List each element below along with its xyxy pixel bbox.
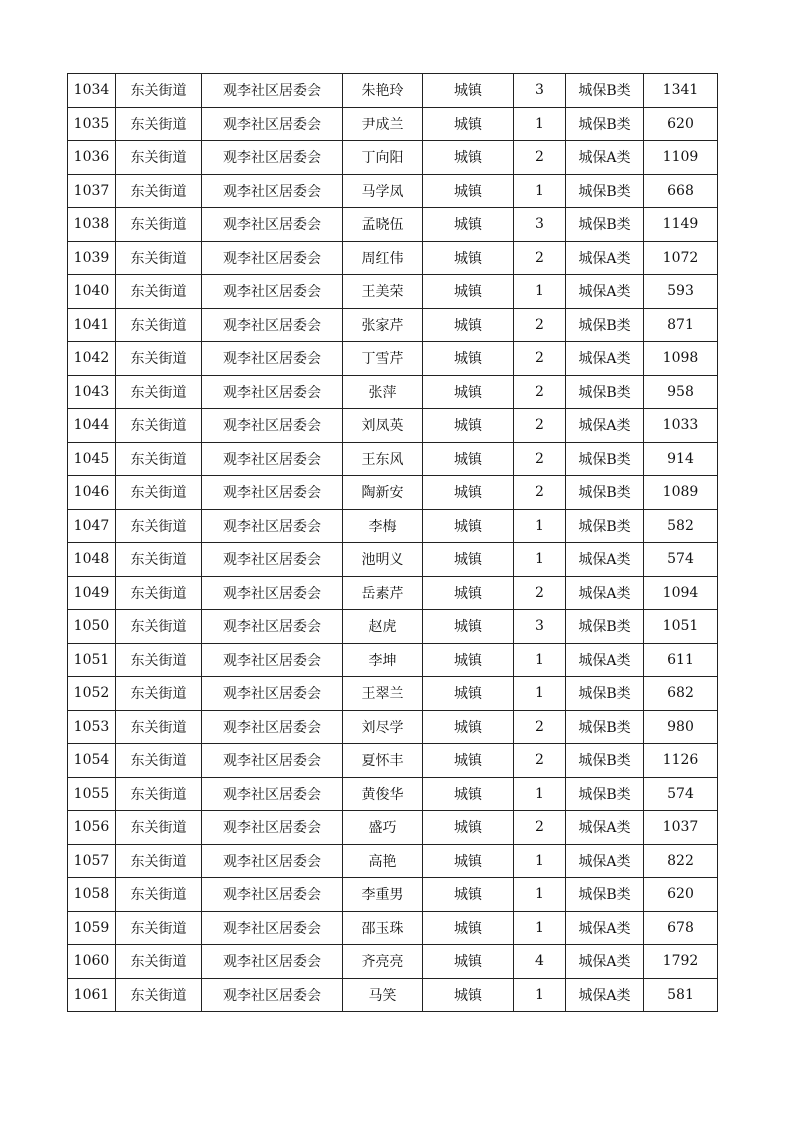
cell-name: 池明义	[343, 543, 423, 577]
cell-street: 东关街道	[116, 978, 202, 1012]
cell-area: 城镇	[423, 74, 514, 108]
cell-count: 1	[514, 174, 566, 208]
cell-count: 1	[514, 878, 566, 912]
cell-community: 观李社区居委会	[202, 442, 343, 476]
cell-count: 1	[514, 911, 566, 945]
cell-id: 1057	[68, 844, 116, 878]
cell-community: 观李社区居委会	[202, 543, 343, 577]
cell-id: 1061	[68, 978, 116, 1012]
cell-street: 东关街道	[116, 811, 202, 845]
cell-street: 东关街道	[116, 476, 202, 510]
table-row	[68, 710, 718, 744]
cell-amount: 1109	[644, 141, 718, 175]
cell-id: 1058	[68, 878, 116, 912]
table-row	[68, 744, 718, 778]
cell-amount: 1149	[644, 208, 718, 242]
cell-category: 城保A类	[566, 543, 644, 577]
cell-community: 观李社区居委会	[202, 141, 343, 175]
table-row	[68, 107, 718, 141]
cell-count: 1	[514, 509, 566, 543]
cell-amount: 980	[644, 710, 718, 744]
cell-street: 东关街道	[116, 107, 202, 141]
cell-street: 东关街道	[116, 744, 202, 778]
cell-amount: 1126	[644, 744, 718, 778]
cell-area: 城镇	[423, 878, 514, 912]
cell-community: 观李社区居委会	[202, 342, 343, 376]
cell-name: 马笑	[343, 978, 423, 1012]
cell-street: 东关街道	[116, 174, 202, 208]
cell-area: 城镇	[423, 911, 514, 945]
cell-id: 1052	[68, 677, 116, 711]
cell-name: 盛巧	[343, 811, 423, 845]
table-row	[68, 911, 718, 945]
cell-street: 东关街道	[116, 844, 202, 878]
cell-amount: 1094	[644, 576, 718, 610]
cell-id: 1060	[68, 945, 116, 979]
table-row	[68, 275, 718, 309]
cell-area: 城镇	[423, 677, 514, 711]
cell-category: 城保B类	[566, 208, 644, 242]
cell-count: 3	[514, 610, 566, 644]
cell-community: 观李社区居委会	[202, 241, 343, 275]
cell-name: 黄俊华	[343, 777, 423, 811]
table-row	[68, 476, 718, 510]
table-row	[68, 777, 718, 811]
table-row	[68, 375, 718, 409]
cell-area: 城镇	[423, 409, 514, 443]
cell-street: 东关街道	[116, 509, 202, 543]
cell-area: 城镇	[423, 208, 514, 242]
cell-id: 1034	[68, 74, 116, 108]
table-row	[68, 978, 718, 1012]
cell-category: 城保A类	[566, 241, 644, 275]
cell-amount: 1089	[644, 476, 718, 510]
cell-street: 东关街道	[116, 375, 202, 409]
cell-community: 观李社区居委会	[202, 275, 343, 309]
cell-id: 1055	[68, 777, 116, 811]
cell-amount: 871	[644, 308, 718, 342]
cell-area: 城镇	[423, 710, 514, 744]
cell-id: 1041	[68, 308, 116, 342]
table-row	[68, 643, 718, 677]
cell-area: 城镇	[423, 275, 514, 309]
cell-community: 观李社区居委会	[202, 677, 343, 711]
cell-category: 城保B类	[566, 174, 644, 208]
cell-name: 陶新安	[343, 476, 423, 510]
cell-amount: 958	[644, 375, 718, 409]
cell-name: 李坤	[343, 643, 423, 677]
cell-id: 1044	[68, 409, 116, 443]
cell-count: 2	[514, 442, 566, 476]
cell-count: 2	[514, 342, 566, 376]
cell-street: 东关街道	[116, 945, 202, 979]
cell-id: 1053	[68, 710, 116, 744]
table-row	[68, 74, 718, 108]
cell-community: 观李社区居委会	[202, 945, 343, 979]
cell-amount: 1072	[644, 241, 718, 275]
records-table-body	[68, 74, 718, 1012]
cell-amount: 822	[644, 844, 718, 878]
cell-id: 1056	[68, 811, 116, 845]
cell-street: 东关街道	[116, 911, 202, 945]
cell-name: 周红伟	[343, 241, 423, 275]
cell-community: 观李社区居委会	[202, 878, 343, 912]
cell-street: 东关街道	[116, 275, 202, 309]
cell-category: 城保A类	[566, 911, 644, 945]
cell-community: 观李社区居委会	[202, 576, 343, 610]
cell-count: 2	[514, 744, 566, 778]
cell-count: 2	[514, 409, 566, 443]
cell-amount: 1341	[644, 74, 718, 108]
cell-id: 1049	[68, 576, 116, 610]
cell-id: 1040	[68, 275, 116, 309]
cell-id: 1036	[68, 141, 116, 175]
cell-count: 2	[514, 811, 566, 845]
cell-area: 城镇	[423, 543, 514, 577]
cell-area: 城镇	[423, 509, 514, 543]
cell-area: 城镇	[423, 643, 514, 677]
cell-community: 观李社区居委会	[202, 308, 343, 342]
cell-category: 城保B类	[566, 710, 644, 744]
cell-amount: 620	[644, 107, 718, 141]
cell-category: 城保A类	[566, 141, 644, 175]
cell-community: 观李社区居委会	[202, 643, 343, 677]
cell-amount: 678	[644, 911, 718, 945]
table-row	[68, 610, 718, 644]
cell-amount: 1098	[644, 342, 718, 376]
cell-community: 观李社区居委会	[202, 409, 343, 443]
cell-id: 1035	[68, 107, 116, 141]
cell-amount: 1051	[644, 610, 718, 644]
cell-id: 1046	[68, 476, 116, 510]
cell-count: 1	[514, 777, 566, 811]
cell-name: 刘凤英	[343, 409, 423, 443]
cell-community: 观李社区居委会	[202, 911, 343, 945]
table-row	[68, 945, 718, 979]
cell-area: 城镇	[423, 241, 514, 275]
cell-name: 李梅	[343, 509, 423, 543]
cell-area: 城镇	[423, 744, 514, 778]
records-table	[67, 73, 718, 1012]
table-row	[68, 442, 718, 476]
cell-category: 城保B类	[566, 308, 644, 342]
cell-id: 1037	[68, 174, 116, 208]
table-row	[68, 576, 718, 610]
cell-street: 东关街道	[116, 442, 202, 476]
cell-category: 城保B类	[566, 476, 644, 510]
cell-amount: 574	[644, 543, 718, 577]
cell-count: 2	[514, 308, 566, 342]
cell-area: 城镇	[423, 442, 514, 476]
cell-category: 城保A类	[566, 275, 644, 309]
cell-street: 东关街道	[116, 208, 202, 242]
cell-category: 城保A类	[566, 945, 644, 979]
cell-name: 朱艳玲	[343, 74, 423, 108]
cell-name: 王美荣	[343, 275, 423, 309]
cell-name: 王东风	[343, 442, 423, 476]
cell-area: 城镇	[423, 978, 514, 1012]
cell-category: 城保A类	[566, 978, 644, 1012]
cell-street: 东关街道	[116, 308, 202, 342]
cell-street: 东关街道	[116, 643, 202, 677]
cell-street: 东关街道	[116, 878, 202, 912]
cell-category: 城保B类	[566, 442, 644, 476]
cell-street: 东关街道	[116, 777, 202, 811]
cell-category: 城保A类	[566, 811, 644, 845]
cell-street: 东关街道	[116, 677, 202, 711]
cell-community: 观李社区居委会	[202, 74, 343, 108]
cell-id: 1054	[68, 744, 116, 778]
cell-count: 1	[514, 275, 566, 309]
cell-id: 1047	[68, 509, 116, 543]
cell-community: 观李社区居委会	[202, 777, 343, 811]
cell-category: 城保B类	[566, 74, 644, 108]
cell-street: 东关街道	[116, 409, 202, 443]
cell-id: 1050	[68, 610, 116, 644]
cell-community: 观李社区居委会	[202, 208, 343, 242]
cell-name: 高艳	[343, 844, 423, 878]
cell-name: 王翠兰	[343, 677, 423, 711]
cell-name: 孟晓伍	[343, 208, 423, 242]
cell-count: 1	[514, 543, 566, 577]
cell-category: 城保A类	[566, 643, 644, 677]
cell-id: 1042	[68, 342, 116, 376]
table-row	[68, 811, 718, 845]
cell-area: 城镇	[423, 811, 514, 845]
cell-community: 观李社区居委会	[202, 978, 343, 1012]
cell-street: 东关街道	[116, 342, 202, 376]
cell-name: 齐亮亮	[343, 945, 423, 979]
cell-area: 城镇	[423, 342, 514, 376]
table-row	[68, 308, 718, 342]
cell-id: 1043	[68, 375, 116, 409]
cell-name: 张萍	[343, 375, 423, 409]
cell-name: 尹成兰	[343, 107, 423, 141]
table-row	[68, 174, 718, 208]
cell-area: 城镇	[423, 107, 514, 141]
cell-count: 2	[514, 476, 566, 510]
cell-street: 东关街道	[116, 141, 202, 175]
table-row	[68, 677, 718, 711]
cell-category: 城保B类	[566, 878, 644, 912]
cell-id: 1038	[68, 208, 116, 242]
cell-category: 城保B类	[566, 509, 644, 543]
cell-community: 观李社区居委会	[202, 476, 343, 510]
cell-community: 观李社区居委会	[202, 107, 343, 141]
table-row	[68, 409, 718, 443]
table-row	[68, 509, 718, 543]
table-row	[68, 141, 718, 175]
cell-category: 城保B类	[566, 777, 644, 811]
cell-name: 张家芹	[343, 308, 423, 342]
cell-name: 马学凤	[343, 174, 423, 208]
cell-amount: 582	[644, 509, 718, 543]
cell-area: 城镇	[423, 844, 514, 878]
cell-name: 丁雪芹	[343, 342, 423, 376]
cell-community: 观李社区居委会	[202, 710, 343, 744]
cell-amount: 682	[644, 677, 718, 711]
cell-community: 观李社区居委会	[202, 844, 343, 878]
cell-name: 刘尽学	[343, 710, 423, 744]
cell-id: 1048	[68, 543, 116, 577]
cell-amount: 668	[644, 174, 718, 208]
cell-community: 观李社区居委会	[202, 811, 343, 845]
cell-count: 2	[514, 576, 566, 610]
cell-street: 东关街道	[116, 610, 202, 644]
cell-category: 城保B类	[566, 107, 644, 141]
table-row	[68, 543, 718, 577]
cell-community: 观李社区居委会	[202, 744, 343, 778]
cell-count: 2	[514, 241, 566, 275]
cell-name: 岳素芹	[343, 576, 423, 610]
cell-count: 3	[514, 208, 566, 242]
cell-count: 2	[514, 375, 566, 409]
cell-area: 城镇	[423, 610, 514, 644]
cell-name: 丁向阳	[343, 141, 423, 175]
cell-count: 3	[514, 74, 566, 108]
table-row	[68, 844, 718, 878]
cell-street: 东关街道	[116, 74, 202, 108]
cell-count: 1	[514, 107, 566, 141]
cell-id: 1039	[68, 241, 116, 275]
cell-category: 城保B类	[566, 744, 644, 778]
cell-name: 夏怀丰	[343, 744, 423, 778]
cell-name: 邵玉珠	[343, 911, 423, 945]
cell-area: 城镇	[423, 141, 514, 175]
cell-amount: 574	[644, 777, 718, 811]
cell-area: 城镇	[423, 308, 514, 342]
cell-community: 观李社区居委会	[202, 509, 343, 543]
cell-count: 2	[514, 710, 566, 744]
cell-street: 东关街道	[116, 543, 202, 577]
cell-amount: 581	[644, 978, 718, 1012]
cell-id: 1051	[68, 643, 116, 677]
cell-id: 1045	[68, 442, 116, 476]
cell-area: 城镇	[423, 777, 514, 811]
cell-amount: 620	[644, 878, 718, 912]
cell-id: 1059	[68, 911, 116, 945]
cell-category: 城保A类	[566, 576, 644, 610]
cell-community: 观李社区居委会	[202, 610, 343, 644]
table-row	[68, 342, 718, 376]
cell-category: 城保B类	[566, 677, 644, 711]
cell-area: 城镇	[423, 576, 514, 610]
cell-amount: 1033	[644, 409, 718, 443]
cell-count: 1	[514, 643, 566, 677]
cell-amount: 1792	[644, 945, 718, 979]
cell-area: 城镇	[423, 174, 514, 208]
cell-category: 城保A类	[566, 342, 644, 376]
cell-amount: 593	[644, 275, 718, 309]
cell-name: 赵虎	[343, 610, 423, 644]
table-row	[68, 878, 718, 912]
cell-street: 东关街道	[116, 576, 202, 610]
cell-category: 城保B类	[566, 375, 644, 409]
cell-category: 城保A类	[566, 844, 644, 878]
cell-category: 城保B类	[566, 610, 644, 644]
cell-count: 1	[514, 978, 566, 1012]
cell-count: 2	[514, 141, 566, 175]
cell-area: 城镇	[423, 476, 514, 510]
table-row	[68, 241, 718, 275]
cell-community: 观李社区居委会	[202, 174, 343, 208]
cell-category: 城保A类	[566, 409, 644, 443]
cell-amount: 914	[644, 442, 718, 476]
cell-count: 1	[514, 677, 566, 711]
cell-name: 李重男	[343, 878, 423, 912]
cell-street: 东关街道	[116, 710, 202, 744]
cell-count: 4	[514, 945, 566, 979]
cell-community: 观李社区居委会	[202, 375, 343, 409]
cell-count: 1	[514, 844, 566, 878]
cell-street: 东关街道	[116, 241, 202, 275]
cell-amount: 611	[644, 643, 718, 677]
cell-area: 城镇	[423, 375, 514, 409]
table-row	[68, 208, 718, 242]
cell-amount: 1037	[644, 811, 718, 845]
cell-area: 城镇	[423, 945, 514, 979]
